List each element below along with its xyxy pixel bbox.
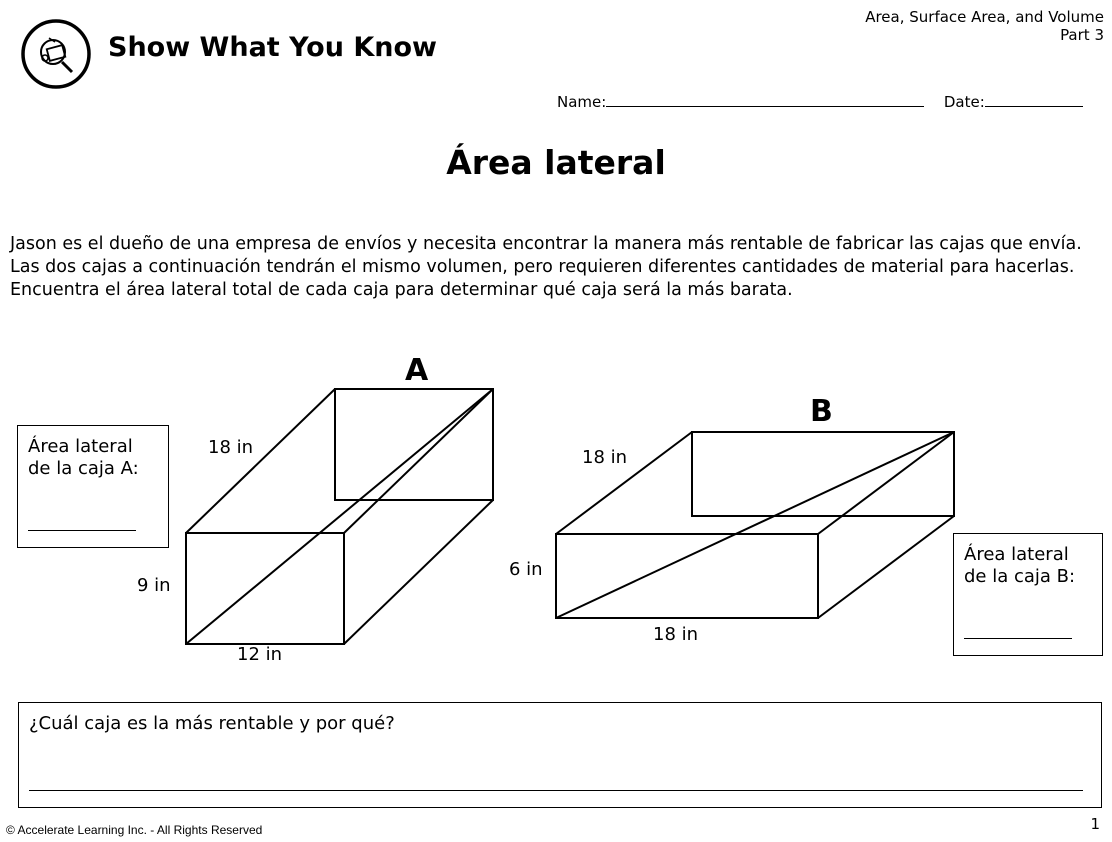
box-a-figure — [186, 389, 493, 644]
question-text: ¿Cuál caja es la más rentable y por qué? — [29, 713, 395, 734]
box-a-answer-field[interactable] — [28, 530, 136, 531]
part-label: Part 3 — [1060, 26, 1104, 44]
box-b-depth-label: 18 in — [582, 447, 628, 468]
box-a-answer-label-line2: de la caja A: — [28, 458, 139, 479]
box-b-letter: B — [810, 394, 833, 429]
box-b-answer-label-line2: de la caja B: — [964, 566, 1076, 587]
box-a-width-label: 12 in — [237, 644, 283, 665]
question-answer-field[interactable] — [29, 790, 1083, 791]
intro-paragraph: Jason es el dueño de una empresa de envíos y necesita encontrar la manera más rentable de fabricar las cajas que envía. Las dos cajas a continuación tendrán el mismo volumen, pero requieren diferentes cantidades de material para hacerlas. Encuentra el área lateral total de cada caja para determinar qué caja será la más barata. — [10, 234, 1082, 300]
box-b-answer-box — [953, 533, 1103, 656]
page-title: Área lateral — [446, 143, 666, 182]
subject-label: Area, Surface Area, and Volume — [865, 8, 1104, 26]
header-title: Show What You Know — [108, 32, 437, 63]
name-label: Name: — [557, 93, 607, 111]
box-b-answer-label-line1: Área lateral — [964, 544, 1069, 565]
box-a-answer-box — [17, 425, 169, 548]
box-b-width-label: 18 in — [653, 624, 699, 645]
box-b-answer-field[interactable] — [964, 638, 1072, 639]
box-a-answer-label-line1: Área lateral — [28, 436, 133, 457]
date-label: Date: — [943, 93, 985, 111]
question-box — [18, 702, 1102, 808]
page-number: 1 — [1090, 815, 1100, 833]
box-a-letter: A — [405, 353, 429, 388]
box-a-height-label: 9 in — [137, 575, 171, 596]
box-a-depth-label: 18 in — [208, 437, 254, 458]
box-b-height-label: 6 in — [509, 559, 543, 580]
copyright-footer: © Accelerate Learning Inc. - All Rights Reserved — [6, 823, 263, 837]
